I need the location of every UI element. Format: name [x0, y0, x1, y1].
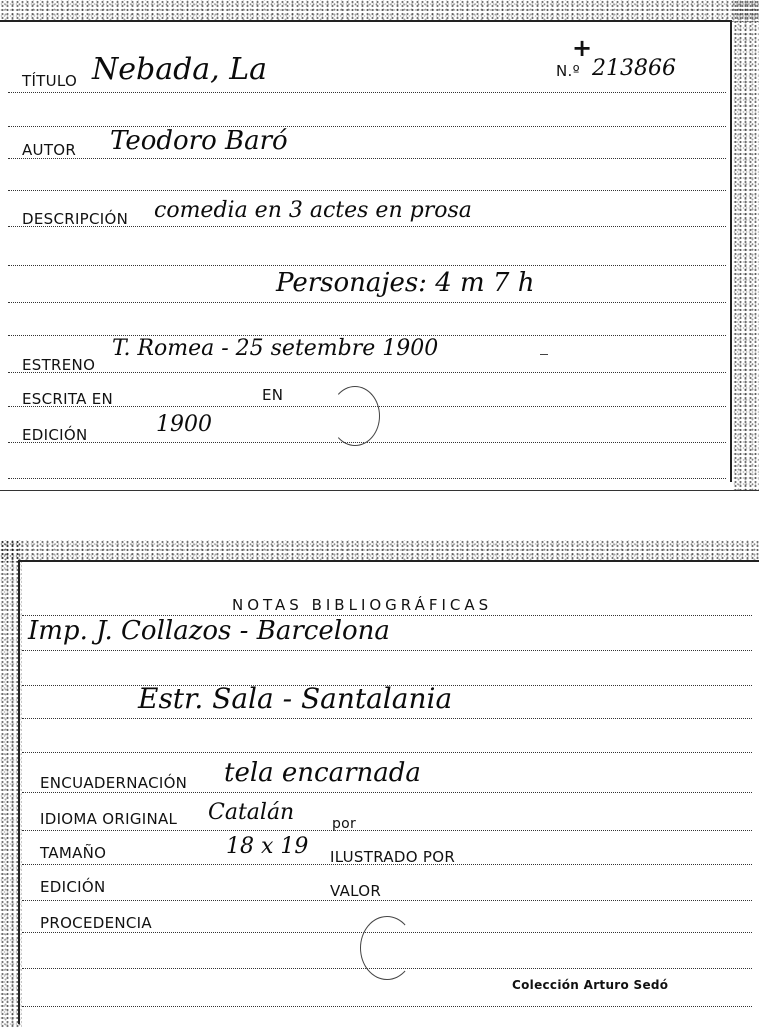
titulo-value: Nebada, La	[92, 52, 268, 87]
plus-mark: +	[572, 34, 593, 62]
descripcion-value: comedia en 3 actes en prosa	[154, 198, 472, 223]
autor-label: AUTOR	[22, 141, 77, 159]
rule-12	[8, 478, 726, 479]
valor-label: VALOR	[330, 882, 382, 900]
rule-edicion	[22, 900, 752, 901]
idioma-label: IDIOMA ORIGINAL	[40, 810, 178, 828]
rule-encuadernacion	[22, 792, 752, 793]
card-top-border	[18, 560, 759, 562]
idioma-value: Catalán	[208, 800, 295, 825]
descripcion-label: DESCRIPCIÓN	[22, 210, 129, 228]
escrita-en-label: ESCRITA EN	[22, 390, 114, 408]
edicion-value: 1900	[156, 412, 212, 437]
note-line-1: Imp. J. Collazos - Barcelona	[28, 616, 390, 646]
speckled-right-edge	[733, 0, 759, 492]
rule-2	[22, 650, 752, 651]
en-label: EN	[262, 386, 284, 404]
card-right-border	[730, 20, 732, 482]
estreno-label: ESTRENO	[22, 356, 96, 374]
tamano-label: TAMAÑO	[40, 844, 107, 862]
numero-value: 213866	[592, 56, 676, 81]
coleccion-note: Colección Arturo Sedó	[512, 978, 669, 992]
ilustrado-label: ILUSTRADO POR	[330, 848, 456, 866]
stamp-circle	[360, 916, 414, 980]
rule-autor	[8, 158, 726, 159]
stray-dash	[540, 354, 548, 355]
encuadernacion-value: tela encarnada	[224, 758, 421, 788]
titulo-label: TÍTULO	[22, 72, 78, 90]
rule-12	[22, 1006, 752, 1007]
edicion-label: EDICIÓN	[40, 878, 106, 896]
encuadernacion-label: ENCUADERNACIÓN	[40, 774, 188, 792]
rule-idioma	[22, 830, 752, 831]
card-top-border	[0, 20, 732, 22]
rule-6	[8, 265, 726, 266]
notas-heading: NOTAS BIBLIOGRÁFICAS	[232, 596, 493, 614]
procedencia-label: PROCEDENCIA	[40, 914, 152, 932]
numero-label: N.º	[556, 62, 580, 80]
rule-4	[8, 190, 726, 191]
back-card	[0, 540, 759, 1028]
rule-estreno	[8, 372, 726, 373]
rule-5	[22, 752, 752, 753]
note-line-2: Estr. Sala - Santalania	[138, 682, 453, 715]
speckled-top-edge	[0, 0, 759, 22]
rule-personajes	[8, 302, 726, 303]
edicion-label: EDICIÓN	[22, 426, 88, 444]
speckled-top-edge	[0, 540, 759, 562]
estreno-value: T. Romea - 25 setembre 1900	[112, 336, 439, 361]
por-label: por	[332, 816, 357, 832]
autor-value: Teodoro Baró	[110, 126, 288, 156]
tamano-value: 18 x 19	[226, 834, 309, 859]
personajes-value: Personajes: 4 m 7 h	[276, 268, 535, 298]
rule-titulo	[8, 92, 726, 93]
card-bottom-edge	[0, 490, 759, 491]
rule-4	[22, 718, 752, 719]
front-card	[0, 0, 759, 492]
card-left-border	[18, 560, 20, 1024]
stamp-circle	[330, 386, 380, 446]
